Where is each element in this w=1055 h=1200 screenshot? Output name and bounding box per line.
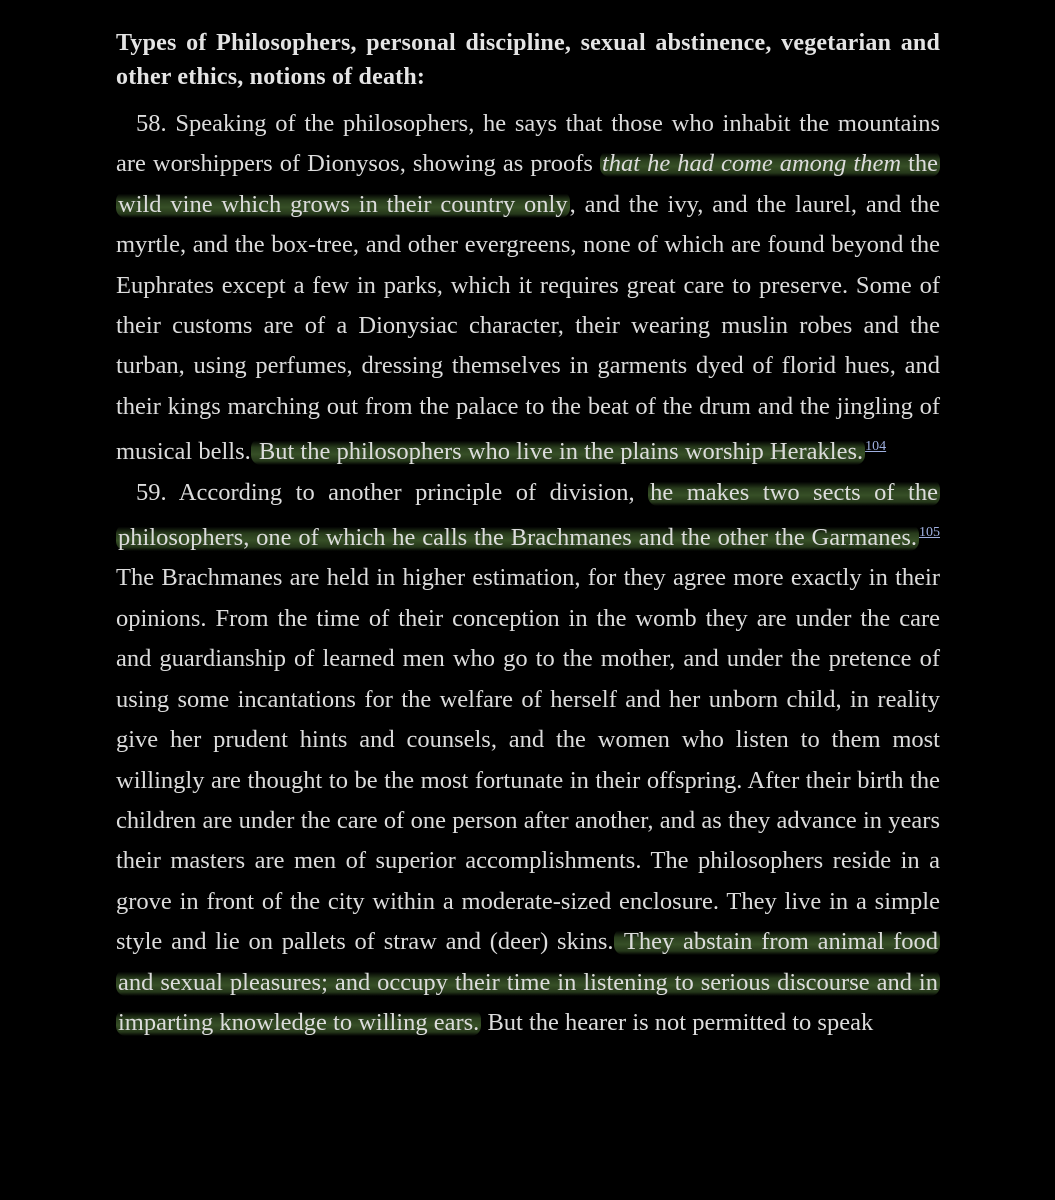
highlight-58-1-italic: that he had come among them bbox=[601, 150, 902, 178]
highlight-58-1-text: the wild vine which grows in their country only bbox=[118, 150, 938, 218]
footnote-link-104[interactable]: 104 bbox=[865, 439, 887, 455]
highlight-58-2: But the philosophers who live in the plains worship Herakles. bbox=[252, 438, 864, 466]
paragraph-59-text-3: But the hearer is not permitted to speak bbox=[481, 1008, 874, 1036]
paragraph-58-text-2: , and the ivy, and the laurel, and the myrtle, and the box-tree, and other evergreens, none of which are found beyond the Euphrates except a few in parks, which it requires great care to preserve. Some of their customs are of a Dionysiac character, their wearing muslin robes and the turban, using perfumes, dressing themselves in garments dyed of florid hues, and their kings marching out from the palace to the beat of the drum and the jingling of musical bells. bbox=[116, 190, 940, 466]
paragraph-59-text-2: The Brachmanes are held in higher estimation, for they agree more exactly in their opinions. From the time of their conception in the womb they are under the care and guardianship of learned men who go to the mother, and under the pretence of using some incantations for the welfare of herself and her unborn child, in reality give her prudent hints and counsels, and the women who listen to them most willingly are thought to be the most fortunate in their offspring. After their birth the children are under the care of one person after another, and as they advance in years their masters are men of superior accomplishments. The philosophers reside in a grove in front of the city within a moderate-sized enclosure. They live in a simple style and lie on pallets of straw and (deer) skins. bbox=[116, 564, 940, 956]
section-heading: Types of Philosophers, personal discipline, sexual abstinence, vegetarian and other ethics, notions of death: bbox=[116, 30, 940, 90]
paragraph-58 bbox=[116, 104, 940, 473]
document-page bbox=[116, 26, 940, 1043]
highlight-59-1: he makes two sects of the philosophers, one of which he calls the Brachmanes and the other the Garmanes. bbox=[118, 478, 938, 552]
footnote-link-105[interactable]: 105 bbox=[919, 525, 940, 541]
paragraph-59 bbox=[116, 473, 940, 1044]
paragraph-59-text-1: 59. According to another principle of division, bbox=[136, 478, 649, 506]
paragraph-58-text-1: 58. Speaking of the philosophers, he says that those who inhabit the mountains are worshippers of Dionysos, showing as proofs bbox=[116, 110, 940, 178]
highlight-59-2: They abstain from animal food and sexual pleasures; and occupy their time in listening to serious discourse and in imparting knowledge to willing ears. bbox=[118, 928, 938, 1036]
